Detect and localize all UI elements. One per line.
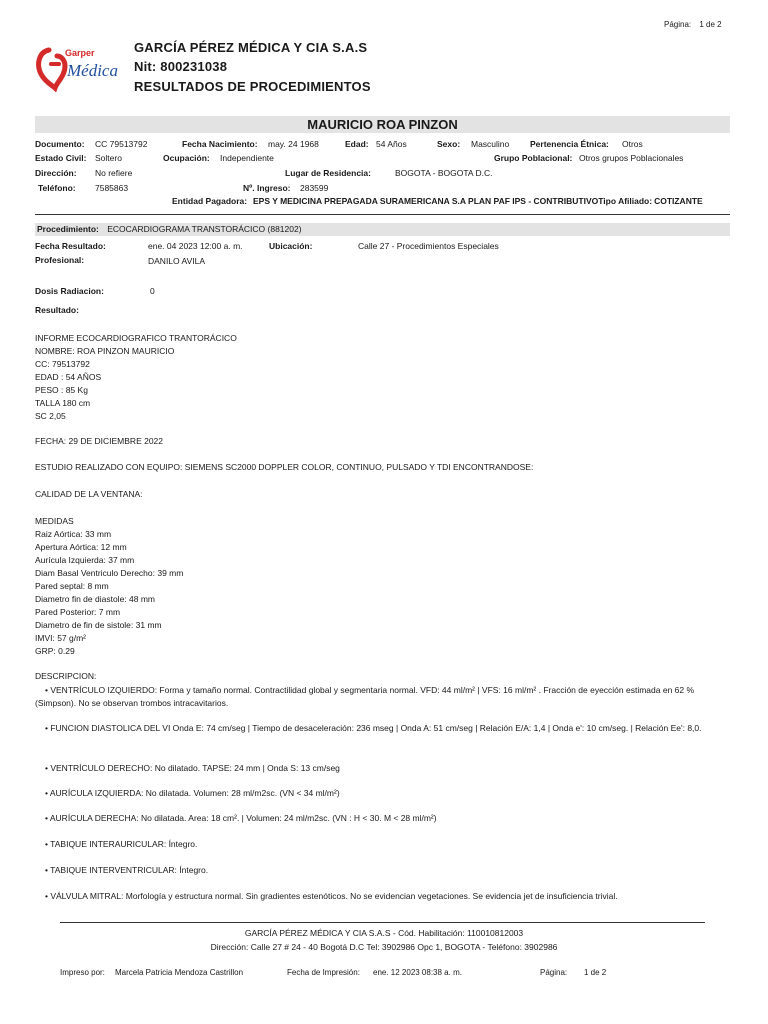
residencia-value: BOGOTA - BOGOTA D.C. bbox=[395, 168, 493, 178]
telefono-value: 7585863 bbox=[95, 183, 129, 193]
procedure-label: Procedimiento: bbox=[37, 224, 99, 234]
dosis-value: 0 bbox=[150, 286, 155, 296]
documento-value: CC 79513792 bbox=[95, 139, 148, 149]
direccion-value: No refiere bbox=[95, 168, 133, 178]
profesional-label: Profesional: bbox=[35, 255, 85, 265]
report-line: INFORME ECOCARDIOGRAFICO TRANTORÁCICO bbox=[35, 333, 237, 343]
entidad-label: Entidad Pagadora: bbox=[172, 196, 248, 206]
ocupacion-value: Independiente bbox=[220, 153, 274, 163]
report-line: SC 2,05 bbox=[35, 411, 66, 421]
report-fecha: FECHA: 29 DE DICIEMBRE 2022 bbox=[35, 436, 164, 446]
dosis-label: Dosis Radiacion: bbox=[35, 286, 104, 296]
divider-top bbox=[35, 214, 730, 215]
fecha-nac-label: Fecha Nacimiento: bbox=[182, 139, 258, 149]
company-name: GARCÍA PÉREZ MÉDICA Y CIA S.A.S bbox=[134, 40, 368, 55]
entidad-text: EPS Y MEDICINA PREPAGADA SURAMERICANA S.A PLAN PAF IPS - CONTRIBUTIVO bbox=[253, 196, 599, 206]
grupo-value: Otros grupos Poblacionales bbox=[579, 153, 684, 163]
ingreso-value: 283599 bbox=[300, 183, 329, 193]
medida-line: Pared Posterior: 7 mm bbox=[35, 607, 121, 617]
medida-line: IMVI: 57 g/m² bbox=[35, 633, 87, 643]
medida-line: Diam Basal Ventriculo Derecho: 39 mm bbox=[35, 568, 184, 578]
descripcion-item: • AURÍCULA IZQUIERDA: No dilatada. Volumen: 28 ml/m2sc. (VN < 34 ml/m²) bbox=[45, 788, 340, 798]
ocupacion-label: Ocupación: bbox=[163, 153, 210, 163]
fecha-resultado-value: ene. 04 2023 12:00 a. m. bbox=[148, 241, 243, 251]
report-line: NOMBRE: ROA PINZON MAURICIO bbox=[35, 346, 175, 356]
descripcion-item: • FUNCION DIASTOLICA DEL VI Onda E: 74 cm/seg | Tiempo de desaceleración: 236 mseg | Onda A: 51 cm/seg | Relación E/A: 1,4 | Onda e': 10 cm/seg. | Relación Ee': 8,0. bbox=[45, 723, 702, 733]
ingreso-label: Nº. Ingreso: bbox=[243, 183, 291, 193]
logo-brand-top: Garper bbox=[65, 48, 95, 58]
company-nit: Nit: 800231038 bbox=[134, 59, 228, 74]
medida-line: Raiz Aórtica: 33 mm bbox=[35, 529, 112, 539]
footer-address-line: Dirección: Calle 27 # 24 - 40 Bogotá D.C Tel: 3902986 Opc 1, BOGOTA - Teléfono: 3902986 bbox=[210, 942, 558, 952]
page-indicator-value: 1 de 2 bbox=[699, 20, 722, 29]
ubicacion-label: Ubicación: bbox=[269, 241, 313, 251]
etnica-value: Otros bbox=[622, 139, 643, 149]
grupo-label: Grupo Poblacional: bbox=[494, 153, 573, 163]
fecha-resultado-label: Fecha Resultado: bbox=[35, 241, 106, 251]
footer-divider bbox=[60, 922, 705, 923]
tipo-afiliado-value: COTIZANTE bbox=[654, 196, 703, 206]
etnica-label: Pertenencia Étnica: bbox=[530, 139, 609, 149]
fecha-nac-value: may. 24 1968 bbox=[268, 139, 319, 149]
entidad-value bbox=[253, 196, 703, 206]
medida-line: GRP: 0.29 bbox=[35, 646, 75, 656]
medida-line: MEDIDAS bbox=[35, 516, 74, 526]
logo-brand-bottom: Médica bbox=[67, 61, 118, 80]
ubicacion-value: Calle 27 - Procedimientos Especiales bbox=[358, 241, 499, 251]
resultado-label: Resultado: bbox=[35, 305, 79, 315]
estado-civil-label: Estado Civil: bbox=[35, 153, 87, 163]
descripcion-item: • VENTRÍCULO DERECHO: No dilatado. TAPSE: 24 mm | Onda S: 13 cm/seg bbox=[45, 763, 340, 773]
footer-company-line: GARCÍA PÉREZ MÉDICA Y CIA S.A.S - Cód. Habilitación: 110010812003 bbox=[244, 928, 524, 938]
procedure-bar bbox=[35, 223, 730, 236]
report-line: CC: 79513792 bbox=[35, 359, 90, 369]
footer-page-value: 1 de 2 bbox=[584, 968, 607, 977]
medida-line: Diametro fin de diastole: 48 mm bbox=[35, 594, 155, 604]
sexo-value: Masculino bbox=[471, 139, 510, 149]
medida-line: Apertura Aórtica: 12 mm bbox=[35, 542, 127, 552]
tipo-afiliado-label: Tipo Afiliado: bbox=[598, 196, 653, 206]
descripcion-item: • TABIQUE INTERAURICULAR: Íntegro. bbox=[45, 839, 198, 849]
report-line: TALLA 180 cm bbox=[35, 398, 91, 408]
edad-value: 54 Años bbox=[376, 139, 407, 149]
footer-page-label: Página: bbox=[540, 968, 568, 977]
documento-label: Documento: bbox=[35, 139, 85, 149]
descripcion-heading: DESCRIPCION: bbox=[35, 671, 97, 681]
report-equipo: ESTUDIO REALIZADO CON EQUIPO: SIEMENS SC2000 DOPPLER COLOR, CONTINUO, PULSADO Y TDI ENCONTRANDOSE: bbox=[35, 462, 534, 472]
sexo-label: Sexo: bbox=[437, 139, 461, 149]
residencia-label: Lugar de Residencia: bbox=[285, 168, 371, 178]
medida-line: Diametro de fin de sistole: 31 mm bbox=[35, 620, 162, 630]
medida-line: Pared septal: 8 mm bbox=[35, 581, 109, 591]
report-calidad: CALIDAD DE LA VENTANA: bbox=[35, 489, 143, 499]
report-line: PESO : 85 Kg bbox=[35, 385, 88, 395]
edad-label: Edad: bbox=[345, 139, 369, 149]
page-indicator bbox=[664, 20, 722, 29]
telefono-label: Teléfono: bbox=[38, 183, 76, 193]
fecha-impresion-value: ene. 12 2023 08:38 a. m. bbox=[373, 968, 462, 977]
procedure-value: ECOCARDIOGRAMA TRANSTORÁCICO (881202) bbox=[107, 224, 302, 234]
garper-medica-logo bbox=[35, 42, 130, 92]
report-title: RESULTADOS DE PROCEDIMIENTOS bbox=[134, 79, 371, 94]
profesional-value: DANILO AVILA bbox=[148, 256, 206, 266]
page-indicator-label: Página: bbox=[664, 20, 692, 29]
estado-civil-value: Soltero bbox=[95, 153, 122, 163]
report-line: EDAD : 54 AÑOS bbox=[35, 372, 102, 382]
impreso-label: Impreso por: bbox=[60, 968, 105, 977]
descripcion-item: • VENTRÍCULO IZQUIERDO: Forma y tamaño normal. Contractilidad global y segmentaria normal. VFD: 44 ml/m² | VFS: 16 ml/m² . Fracción de eyección estimada en 62 % (Simpson). No se observan trombos intracavitarios. bbox=[35, 685, 695, 708]
descripcion-item: • AURÍCULA DERECHA: No dilatada. Area: 18 cm². | Volumen: 24 ml/m2sc. (VN : H < 30. M < 28 ml/m²) bbox=[45, 813, 437, 823]
patient-name: MAURICIO ROA PINZON bbox=[307, 117, 458, 132]
medida-line: Aurícula Izquierda: 37 mm bbox=[35, 555, 135, 565]
fecha-impresion-label: Fecha de Impresión: bbox=[287, 968, 360, 977]
impreso-value: Marcela Patricia Mendoza Castrillon bbox=[115, 968, 244, 977]
descripcion-item: • TABIQUE INTERVENTRICULAR: Íntegro. bbox=[45, 865, 209, 875]
descripcion-item: • VÁLVULA MITRAL: Morfología y estructura normal. Sin gradientes estenóticos. No se evidencian vegetaciones. Se evidencia jet de insuficiencia trivial. bbox=[45, 891, 618, 901]
patient-name-bar bbox=[35, 116, 730, 133]
direccion-label: Dirección: bbox=[35, 168, 77, 178]
